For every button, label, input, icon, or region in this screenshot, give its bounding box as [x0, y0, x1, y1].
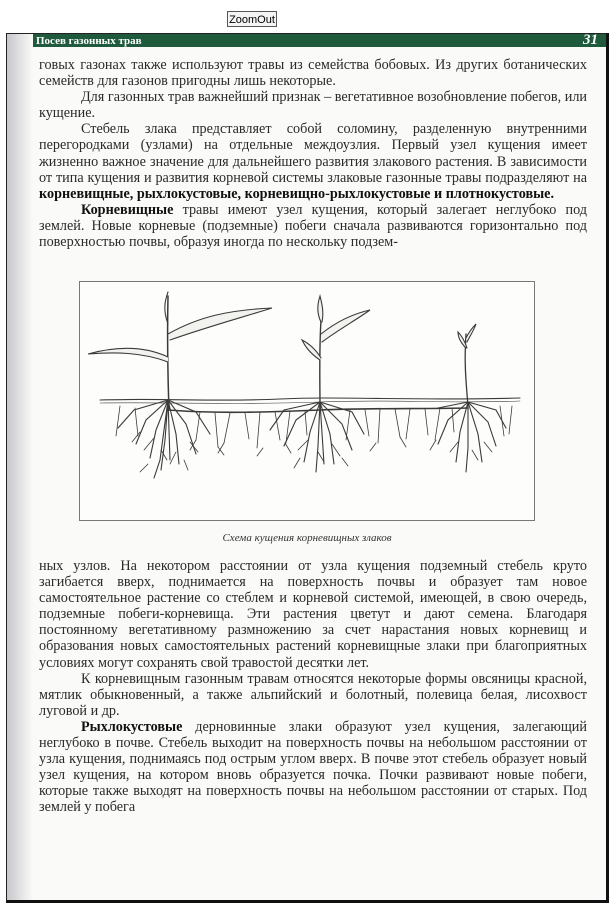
zoom-out-button[interactable]: ZoomOut [227, 11, 277, 27]
paragraph [39, 89, 587, 121]
bold-term: корневищные, рыхлокустовые, корневищно-рыхлокустовые и плотнокустовые. [39, 185, 555, 202]
text-block-top [39, 57, 587, 250]
paragraph-text: К корневищным газонным травам относятся некоторые формы овсяницы красной, мятлик обыкновенный, а также альпийский и болотный, полевица белая, лисохвост луговой и др. [39, 670, 587, 719]
paragraph-text: Стебель злака представляет собой соломину, разделенную внутренними перегородками (узлами) на отдельные междоузлия. Первый узел кущения имеет жизненно важное значение для дальнейшего развития злакового растения. В зависимости от типа кущения и развития корневой системы злаковые газонные травы подразделяют на [39, 121, 587, 186]
plant-illustration [80, 282, 536, 522]
paragraph-text: Для газонных трав важнейший признак – вегетативное возобновление побегов, или кущение. [39, 89, 587, 122]
paragraph [39, 671, 587, 719]
bold-term: Рыхлокустовые [81, 718, 183, 735]
plant-2 [270, 296, 370, 472]
book-page [6, 33, 609, 903]
paragraph-text: говых газонах также используют травы из семейства бобовых. Из других ботанических семейств для газонов пригодны лишь некоторые. [39, 57, 587, 90]
paragraph-text: ных узлов. На некотором расстоянии от узла кущения подземный стебель круто загибается вверх, поднимается на поверхность почвы и образует там новое самостоятельное растение со стеблем и корневой системой, имеющей, в свою очередь, подземные побеги-корневища. Эти растения цветут и дают семена. Благодаря постоянному вегетативному размножению за счет нарастания новых корневищ и образования новых самостоятельных растений корневищные злаки при благоприятных условиях могут сохранять свой травостой десятки лет. [39, 558, 587, 671]
plant-1 [88, 292, 272, 478]
running-header [33, 34, 608, 47]
figure-caption: Схема кущения корневищных злаков [222, 532, 392, 544]
paragraph [39, 121, 587, 201]
figure-rhizome-tillering [79, 281, 535, 521]
page-binding-shadow [7, 34, 33, 900]
header-title: Посев газонных трав [36, 34, 142, 47]
page-number: 31 [583, 33, 598, 48]
bold-term: Корневищные [81, 201, 174, 218]
paragraph-text: травы имеют узел кущения, который залегает неглубоко под землей. Новые корневые (подземные) побеги сначала развиваются горизонтально под поверхностью почвы, образуя иногда по нескольку подзем- [39, 201, 587, 251]
text-block-bottom [39, 558, 587, 816]
paragraph [39, 202, 587, 250]
paragraph [39, 57, 587, 89]
paragraph [39, 719, 587, 816]
soil-surface [100, 398, 520, 400]
paragraph-text: дерновинные злаки образуют узел кущения, залегающий неглубоко в почве. Стебель выходит на поверхность почвы на небольшом расстоянии от узла кущения, поднимаясь под острым углом вверх. В почве этот стебель образует новый узел кущения, на котором вновь образуется почка. Почки развивают новые побеги, которые также выходят на поверхность почвы на небольшом расстоянии от старых. Под землей у побега [39, 718, 587, 816]
paragraph [39, 558, 587, 671]
